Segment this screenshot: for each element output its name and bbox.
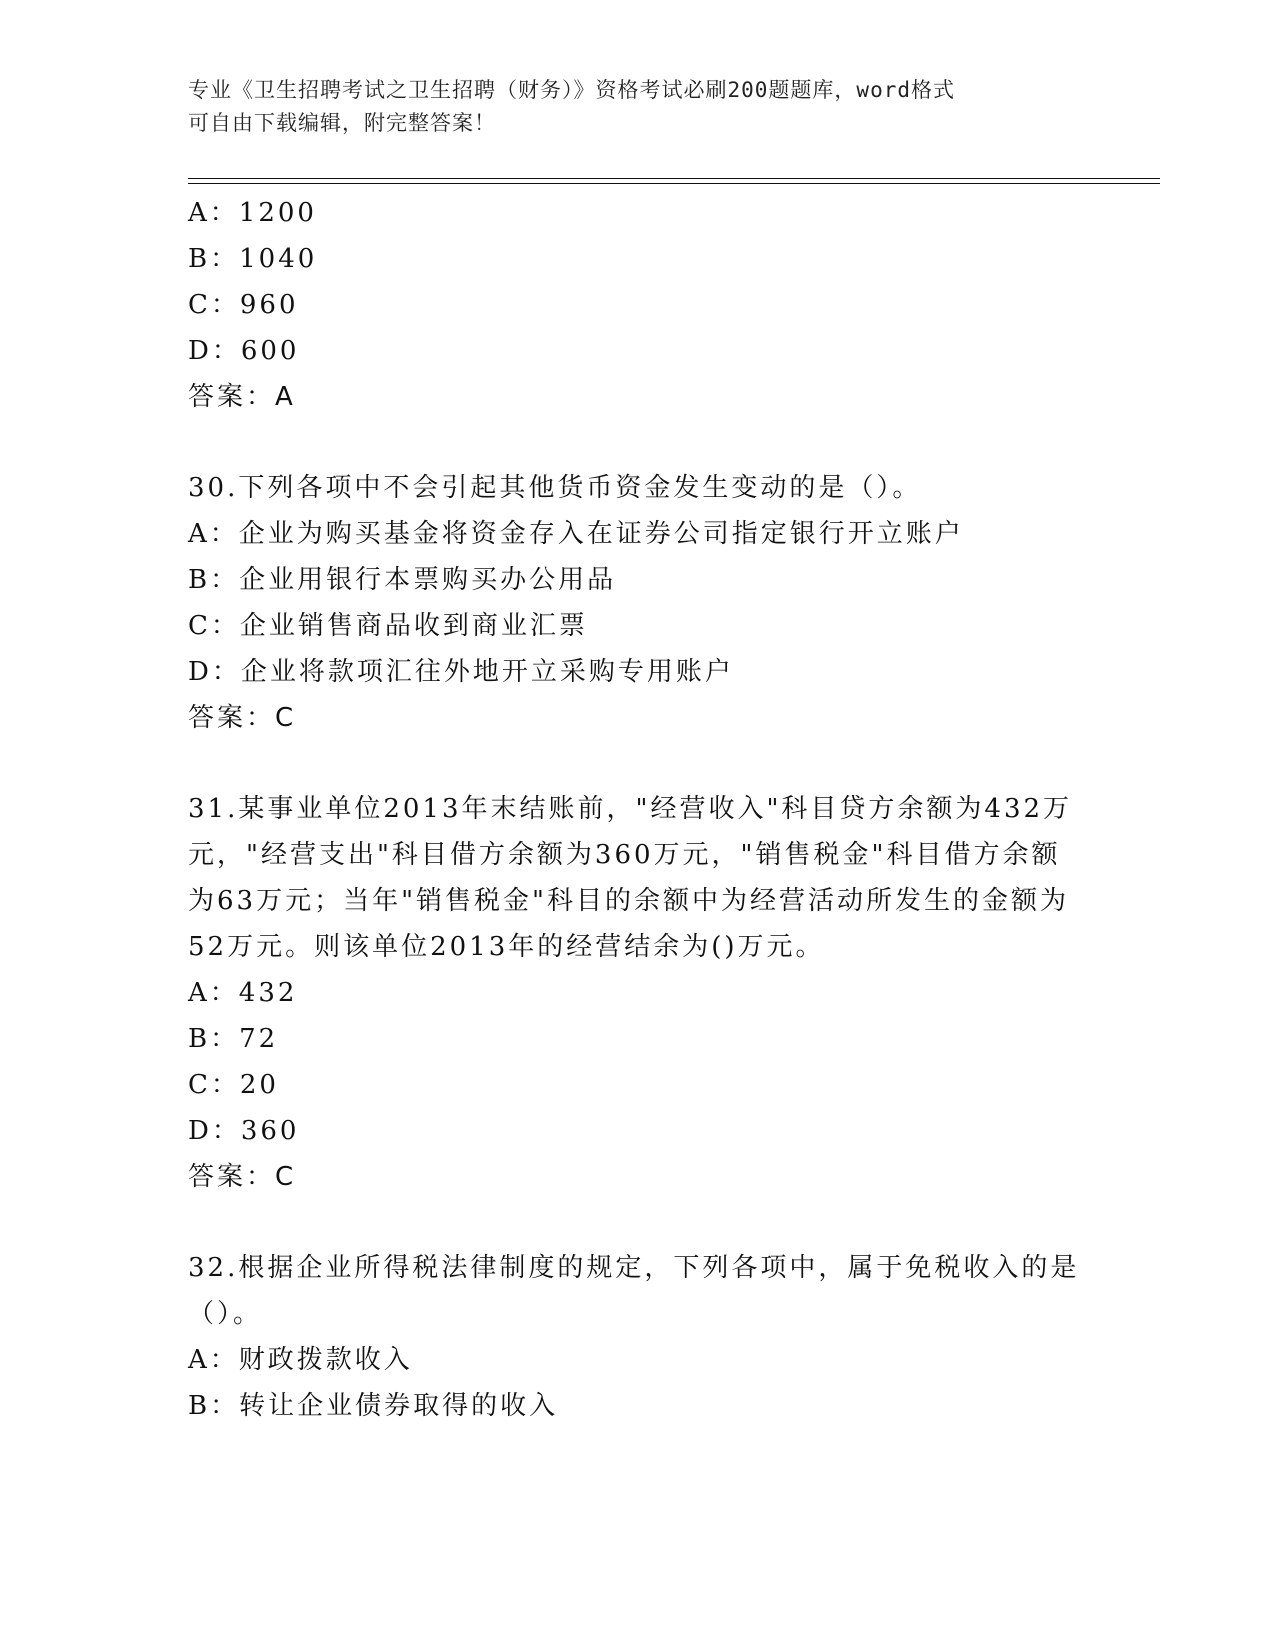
option-d: D：企业将款项汇往外地开立采购专用账户 — [188, 657, 734, 687]
spacer — [188, 741, 1088, 786]
header-line-1: 专业《卫生招聘考试之卫生招聘（财务）》资格考试必刷200题题库，word格式 — [188, 78, 955, 102]
question-stem — [188, 1245, 1088, 1337]
option-c: C：企业销售商品收到商业汇票 — [188, 611, 588, 641]
question-block-prev — [188, 190, 1088, 420]
question-stem: 30.下列各项中不会引起其他货币资金发生变动的是（）。 — [188, 473, 922, 503]
option-a: A：企业为购买基金将资金存入在证券公司指定银行开立账户 — [188, 519, 964, 549]
answer-line: 答案：C — [188, 1162, 297, 1192]
option-b: B：1040 — [188, 244, 318, 274]
option-a: A：财政拨款收入 — [188, 1345, 413, 1375]
question-stem-line: 31.某事业单位2013年末结账前，"经营收入"科目贷方余额为432万 — [188, 794, 1073, 824]
question-list — [188, 190, 1088, 1429]
question-stem-line: （）。 — [188, 1299, 263, 1329]
header-divider-bottom — [188, 183, 1160, 184]
option-a: A：1200 — [188, 198, 317, 228]
option-a: A：432 — [188, 978, 298, 1008]
header-line-2: 可自由下载编辑，附完整答案！ — [188, 111, 496, 135]
answer-line: 答案：C — [188, 703, 297, 733]
option-b: B：转让企业债券取得的收入 — [188, 1391, 559, 1421]
option-b: B：72 — [188, 1024, 279, 1054]
question-stem-line: 元，"经营支出"科目借方余额为360万元，"销售税金"科目借方余额 — [188, 840, 1061, 870]
option-b: B：企业用银行本票购买办公用品 — [188, 565, 617, 595]
option-d: D：360 — [188, 1116, 300, 1146]
document-header — [188, 74, 1068, 140]
answer-line: 答案：A — [188, 382, 296, 412]
question-stem-line: 52万元。则该单位2013年的经营结余为()万元。 — [188, 932, 825, 962]
option-c: C：960 — [188, 290, 299, 320]
question-block-31 — [188, 786, 1088, 1200]
option-d: D：600 — [188, 336, 300, 366]
option-c: C：20 — [188, 1070, 279, 1100]
question-block-32 — [188, 1245, 1088, 1429]
header-divider-top — [188, 178, 1160, 179]
question-stem — [188, 786, 1088, 970]
question-stem-line: 32.根据企业所得税法律制度的规定，下列各项中，属于免税收入的是 — [188, 1253, 1080, 1283]
question-block-30 — [188, 465, 1088, 741]
question-stem-line: 为63万元；当年"销售税金"科目的余额中为经营活动所发生的金额为 — [188, 886, 1070, 916]
spacer — [188, 1200, 1088, 1245]
spacer — [188, 420, 1088, 465]
